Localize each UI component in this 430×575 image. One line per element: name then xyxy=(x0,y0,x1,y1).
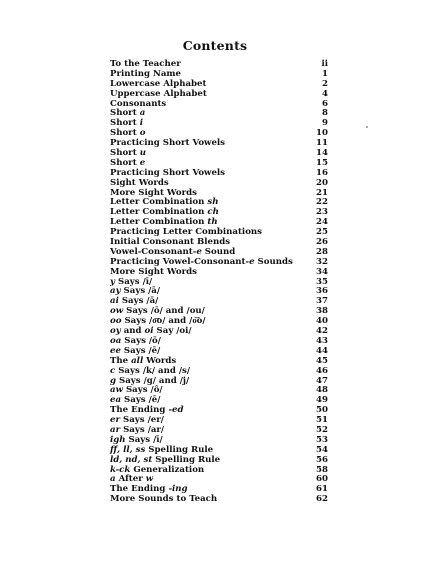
toc-entry-label: igh Says /ī/ xyxy=(110,434,163,445)
toc-entry-page: 16 xyxy=(316,167,328,178)
toc-entry-page: 60 xyxy=(316,474,328,485)
toc-entry-label: aw Says /ô/ xyxy=(110,385,163,396)
toc-entry-page: 56 xyxy=(316,454,328,465)
toc-entry-page: 34 xyxy=(316,266,328,277)
toc-entry-page: 50 xyxy=(316,405,328,416)
toc-entry-page: 35 xyxy=(316,276,328,287)
toc-entry-page: 2 xyxy=(322,78,328,89)
toc-entry-page: 48 xyxy=(316,385,328,396)
toc-entry-page: 25 xyxy=(316,227,328,238)
speck-mark xyxy=(366,126,368,128)
toc-entry-label: g Says /g/ and /j/ xyxy=(110,375,190,386)
toc-entry-page: 26 xyxy=(316,237,328,248)
toc-entry-label: k-ck Generalization xyxy=(110,464,205,475)
toc-entry-label: ai Says /ā/ xyxy=(110,296,159,307)
toc-entry-label: ff, ll, ss Spelling Rule xyxy=(110,444,214,455)
toc-entry-label: Letter Combination th xyxy=(110,217,218,228)
toc-entry-label: Vowel-Consonant-e Sound xyxy=(110,246,236,257)
toc-entry-page: 22 xyxy=(316,197,328,208)
toc-entry-page: 21 xyxy=(316,187,328,198)
toc-entry-label: Short o xyxy=(110,128,146,139)
toc-entry-page: 42 xyxy=(316,326,328,337)
page-title: Contents xyxy=(182,38,248,53)
toc-entry-label: Lowercase Alphabet xyxy=(110,78,207,89)
toc-entry-page: 38 xyxy=(316,306,328,317)
toc-entry-label: Short a xyxy=(110,108,146,119)
toc-entry-page: 9 xyxy=(322,118,328,129)
toc-entry-label: Sight Words xyxy=(110,177,169,188)
toc-entry-label: More Sight Words xyxy=(110,266,197,277)
toc-entry-page: 36 xyxy=(316,286,328,297)
toc-entry-label: The Ending -ing xyxy=(110,484,188,495)
toc-entry-label: To the Teacher xyxy=(110,59,181,69)
toc-entry-page: 53 xyxy=(316,434,328,445)
toc-entry-label: Short e xyxy=(110,157,146,168)
toc-entry-page: 28 xyxy=(316,246,328,257)
toc-entry-label: Uppercase Alphabet xyxy=(110,88,207,99)
toc-entry-label: oo Says /o͞o/ and /o͝o/ xyxy=(110,316,206,327)
toc-entry-page: 1 xyxy=(322,68,328,79)
toc-entry-page: 52 xyxy=(316,424,328,435)
toc-entry-page: ii xyxy=(321,59,328,69)
toc-entry-label: The all Words xyxy=(110,355,177,366)
toc-entry-page: 8 xyxy=(322,108,328,119)
toc-entry-label: oy and oi Say /oi/ xyxy=(110,326,192,337)
toc-entry-page: 45 xyxy=(316,355,328,366)
toc-entry-label: Consonants xyxy=(110,98,167,109)
toc-entry-page: 58 xyxy=(316,464,328,475)
toc-entry-page: 20 xyxy=(316,177,328,188)
toc-entry-page: 14 xyxy=(316,148,328,159)
toc-entry-label: Letter Combination sh xyxy=(110,197,219,208)
toc-entry-page: 10 xyxy=(316,128,328,139)
toc-entry-label: Practicing Letter Combinations xyxy=(110,227,263,238)
toc-entry-label: a After w xyxy=(110,474,154,485)
toc-entry-page: 46 xyxy=(316,365,328,376)
toc-entry-label: ld, nd, st Spelling Rule xyxy=(110,454,221,465)
toc-entry-page: 61 xyxy=(316,484,328,495)
toc-entry-label: Printing Name xyxy=(110,68,181,79)
toc-entry-page: 47 xyxy=(316,375,328,386)
toc-entry-label: Practicing Vowel-Consonant-e Sounds xyxy=(110,256,293,267)
toc-entry-page: 4 xyxy=(322,88,328,99)
toc-entry-page: 54 xyxy=(316,444,328,455)
toc-entry-label: Practicing Short Vowels xyxy=(110,167,226,178)
table-of-contents xyxy=(110,60,328,505)
toc-entry-label: Initial Consonant Blends xyxy=(110,237,231,248)
toc-entry-label: oa Says /ō/ xyxy=(110,335,161,346)
toc-entry-label: ea Says /ē/ xyxy=(110,395,161,406)
toc-entry-page: 43 xyxy=(316,335,328,346)
toc-entry-label: ay Says /ā/ xyxy=(110,286,160,297)
toc-entry-label: er Says /er/ xyxy=(110,415,164,426)
toc-entry-label: Letter Combination ch xyxy=(110,207,219,218)
toc-entry-label: More Sight Words xyxy=(110,187,197,198)
toc-entry-label: Practicing Short Vowels xyxy=(110,138,226,149)
toc-entry-page: 6 xyxy=(322,98,328,109)
toc-entry-label: y Says /ī/ xyxy=(110,276,153,287)
toc-entry-page: 23 xyxy=(316,207,328,218)
toc-entry-label: ar Says /ar/ xyxy=(110,424,165,435)
toc-entry-page: 51 xyxy=(316,415,328,426)
toc-entry-page: 40 xyxy=(316,316,328,327)
toc-entry-page: 44 xyxy=(316,345,328,356)
toc-entry-page: 15 xyxy=(316,157,328,168)
toc-entry-label: The Ending -ed xyxy=(110,405,184,416)
toc-entry-page: 49 xyxy=(316,395,328,406)
toc-entry-page: 32 xyxy=(316,256,328,267)
toc-entry-label: More Sounds to Teach xyxy=(110,494,218,505)
toc-entry-label: c Says /k/ and /s/ xyxy=(110,365,190,376)
toc-entry-page: 24 xyxy=(316,217,328,228)
toc-entry-label: Short i xyxy=(110,118,143,129)
toc-entry-label: Short u xyxy=(110,148,146,159)
toc-entry xyxy=(110,495,328,505)
toc-entry-label: ee Says /ē/ xyxy=(110,345,161,356)
toc-entry-page: 37 xyxy=(316,296,328,307)
toc-entry-page: 62 xyxy=(316,494,328,505)
toc-entry-page: 11 xyxy=(316,138,328,149)
toc-entry-label: ow Says /ō/ and /ou/ xyxy=(110,306,205,317)
